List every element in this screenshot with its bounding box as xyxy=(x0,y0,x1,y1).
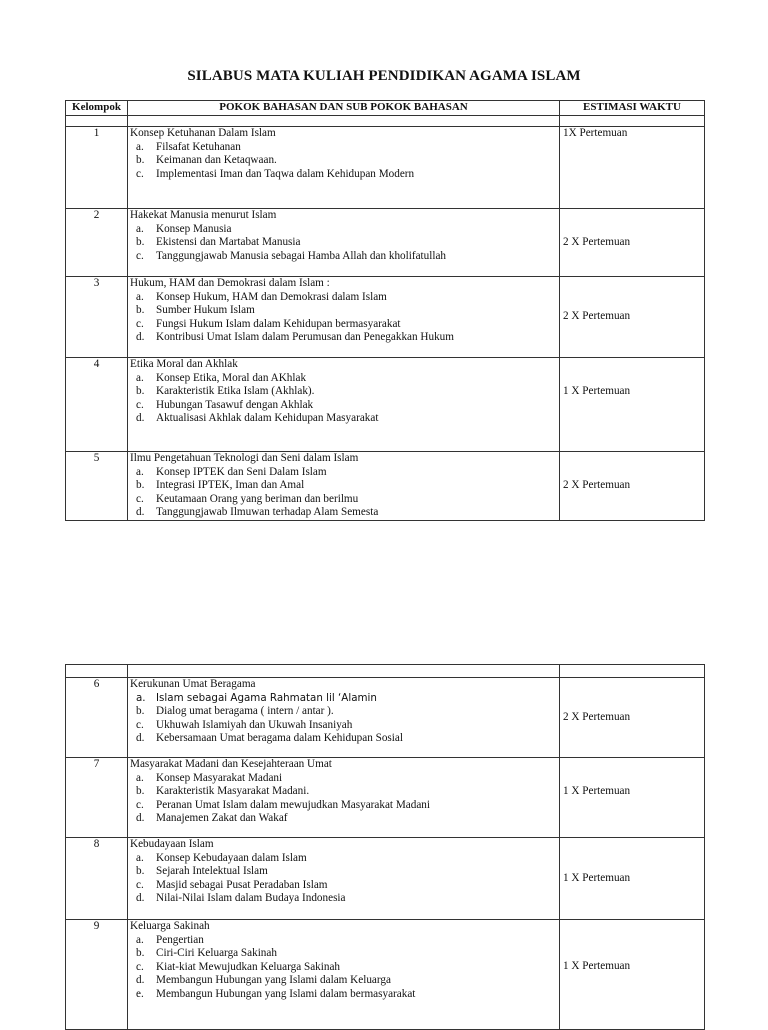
row-topic-cell xyxy=(128,277,560,358)
spacer-row xyxy=(66,116,705,127)
row-topic-cell xyxy=(128,452,560,521)
row-topic-cell xyxy=(128,127,560,209)
sub-topic: b. Karakteristik Etika Islam (Akhlak). xyxy=(136,385,315,397)
row-estimate: 2 X Pertemuan xyxy=(560,277,705,358)
row-topic-cell xyxy=(128,209,560,277)
sub-topic: b. Keimanan dan Ketaqwaan. xyxy=(136,154,277,166)
sub-topic-list xyxy=(130,291,559,345)
sub-topic: a. Konsep Etika, Moral dan AKhlak xyxy=(136,371,307,384)
topic-title: Etika Moral dan Akhlak xyxy=(130,358,238,370)
sub-topic-list xyxy=(130,466,559,520)
syllabus-table-part-1 xyxy=(65,100,705,521)
syllabus-table-part-2 xyxy=(65,664,705,1030)
row-number: 2 xyxy=(66,209,128,277)
sub-topic-list xyxy=(130,372,559,426)
topic-title: Keluarga Sakinah xyxy=(130,920,210,932)
sub-topic: a. Konsep Hukum, HAM dan Demokrasi dalam Islam xyxy=(136,290,387,303)
table-row xyxy=(66,838,705,920)
row-topic-cell xyxy=(128,358,560,452)
sub-topic: d. Membangun Hubungan yang Islami dalam Keluarga xyxy=(136,974,391,986)
sub-topic: a. Konsep Manusia xyxy=(136,222,232,235)
sub-topic-list xyxy=(130,141,559,182)
table-row xyxy=(66,758,705,838)
topic-title: Hukum, HAM dan Demokrasi dalam Islam : xyxy=(130,277,330,289)
row-estimate: 1 X Pertemuan xyxy=(560,920,705,1030)
header-estimasi-waktu: ESTIMASI WAKTU xyxy=(560,101,705,116)
row-number: 1 xyxy=(66,127,128,209)
table-row xyxy=(66,678,705,758)
table-row xyxy=(66,452,705,521)
row-estimate: 1 X Pertemuan xyxy=(560,758,705,838)
sub-topic: b. Sumber Hukum Islam xyxy=(136,304,255,316)
sub-topic: d. Kontribusi Umat Islam dalam Perumusan dan Penegakkan Hukum xyxy=(136,331,454,343)
sub-topic: b. Integrasi IPTEK, Iman dan Amal xyxy=(136,479,305,491)
row-number: 5 xyxy=(66,452,128,521)
sub-topic: a. Konsep Masyarakat Madani xyxy=(136,771,283,784)
row-topic-cell xyxy=(128,678,560,758)
row-estimate: 1 X Pertemuan xyxy=(560,838,705,920)
sub-topic: e. Membangun Hubungan yang Islami dalam bermasyarakat xyxy=(136,987,416,1000)
header-pokok-bahasan: POKOK BAHASAN DAN SUB POKOK BAHASAN xyxy=(128,101,560,116)
sub-topic: c. Ukhuwah Islamiyah dan Ukuwah Insaniyah xyxy=(136,718,353,731)
row-estimate: 2 X Pertemuan xyxy=(560,452,705,521)
header-kelompok: Kelompok xyxy=(66,101,128,116)
sub-topic: a. Konsep Kebudayaan dalam Islam xyxy=(136,851,307,864)
sub-topic: a. Islam sebagai Agama Rahmatan lil ‘Alamin xyxy=(136,691,377,704)
sub-topic: b. Dialog umat beragama ( intern / antar ). xyxy=(136,705,334,717)
sub-topic: c. Hubungan Tasawuf dengan Akhlak xyxy=(136,398,314,411)
sub-topic: c. Fungsi Hukum Islam dalam Kehidupan bermasyarakat xyxy=(136,317,401,330)
table-row xyxy=(66,920,705,1030)
spacer-row xyxy=(66,665,705,678)
topic-title: Ilmu Pengetahuan Teknologi dan Seni dalam Islam xyxy=(130,452,359,464)
document-title: SILABUS MATA KULIAH PENDIDIKAN AGAMA ISLAM xyxy=(187,68,581,84)
sub-topic-list xyxy=(130,223,559,264)
topic-title: Masyarakat Madani dan Kesejahteraan Umat xyxy=(130,758,332,770)
row-number: 7 xyxy=(66,758,128,838)
sub-topic: b. Karakteristik Masyarakat Madani. xyxy=(136,785,310,797)
sub-topic: b. Sejarah Intelektual Islam xyxy=(136,865,268,877)
sub-topic: a. Pengertian xyxy=(136,933,204,946)
row-number: 6 xyxy=(66,678,128,758)
row-estimate: 2 X Pertemuan xyxy=(560,209,705,277)
row-number: 9 xyxy=(66,920,128,1030)
row-estimate: 2 X Pertemuan xyxy=(560,678,705,758)
row-topic-cell xyxy=(128,920,560,1030)
sub-topic-list xyxy=(130,772,559,826)
table-row xyxy=(66,209,705,277)
table-header-row xyxy=(66,101,705,116)
sub-topic-list xyxy=(130,692,559,746)
sub-topic: c. Peranan Umat Islam dalam mewujudkan Masyarakat Madani xyxy=(136,798,431,811)
sub-topic: d. Tanggungjawab Ilmuwan terhadap Alam Semesta xyxy=(136,506,379,518)
table-row xyxy=(66,277,705,358)
table-row xyxy=(66,358,705,452)
sub-topic: d. Kebersamaan Umat beragama dalam Kehidupan Sosial xyxy=(136,732,403,744)
sub-topic: b. Ekistensi dan Martabat Manusia xyxy=(136,236,301,248)
topic-title: Kebudayaan Islam xyxy=(130,838,214,850)
sub-topic: c. Tanggungjawab Manusia sebagai Hamba Allah dan kholifatullah xyxy=(136,249,447,262)
row-estimate: 1X Pertemuan xyxy=(560,127,705,209)
sub-topic: c. Keutamaan Orang yang beriman dan berilmu xyxy=(136,492,359,505)
sub-topic: c. Kiat-kiat Mewujudkan Keluarga Sakinah xyxy=(136,960,341,973)
sub-topic: a. Konsep IPTEK dan Seni Dalam Islam xyxy=(136,465,327,478)
row-estimate: 1 X Pertemuan xyxy=(560,358,705,452)
sub-topic: c. Implementasi Iman dan Taqwa dalam Kehidupan Modern xyxy=(136,167,415,180)
sub-topic: c. Masjid sebagai Pusat Peradaban Islam xyxy=(136,878,328,891)
row-number: 3 xyxy=(66,277,128,358)
sub-topic: b. Ciri-Ciri Keluarga Sakinah xyxy=(136,947,277,959)
row-number: 4 xyxy=(66,358,128,452)
sub-topic-list xyxy=(130,852,559,906)
sub-topic: d. Nilai-Nilai Islam dalam Budaya Indonesia xyxy=(136,892,346,904)
row-topic-cell xyxy=(128,758,560,838)
sub-topic: d. Aktualisasi Akhlak dalam Kehidupan Masyarakat xyxy=(136,412,379,424)
sub-topic-list xyxy=(130,934,559,1002)
table-row xyxy=(66,127,705,209)
topic-title: Hakekat Manusia menurut Islam xyxy=(130,209,277,221)
row-topic-cell xyxy=(128,838,560,920)
sub-topic: d. Manajemen Zakat dan Wakaf xyxy=(136,812,288,824)
topic-title: Kerukunan Umat Beragama xyxy=(130,678,256,690)
sub-topic: a. Filsafat Ketuhanan xyxy=(136,140,241,153)
topic-title: Konsep Ketuhanan Dalam Islam xyxy=(130,127,276,139)
row-number: 8 xyxy=(66,838,128,920)
